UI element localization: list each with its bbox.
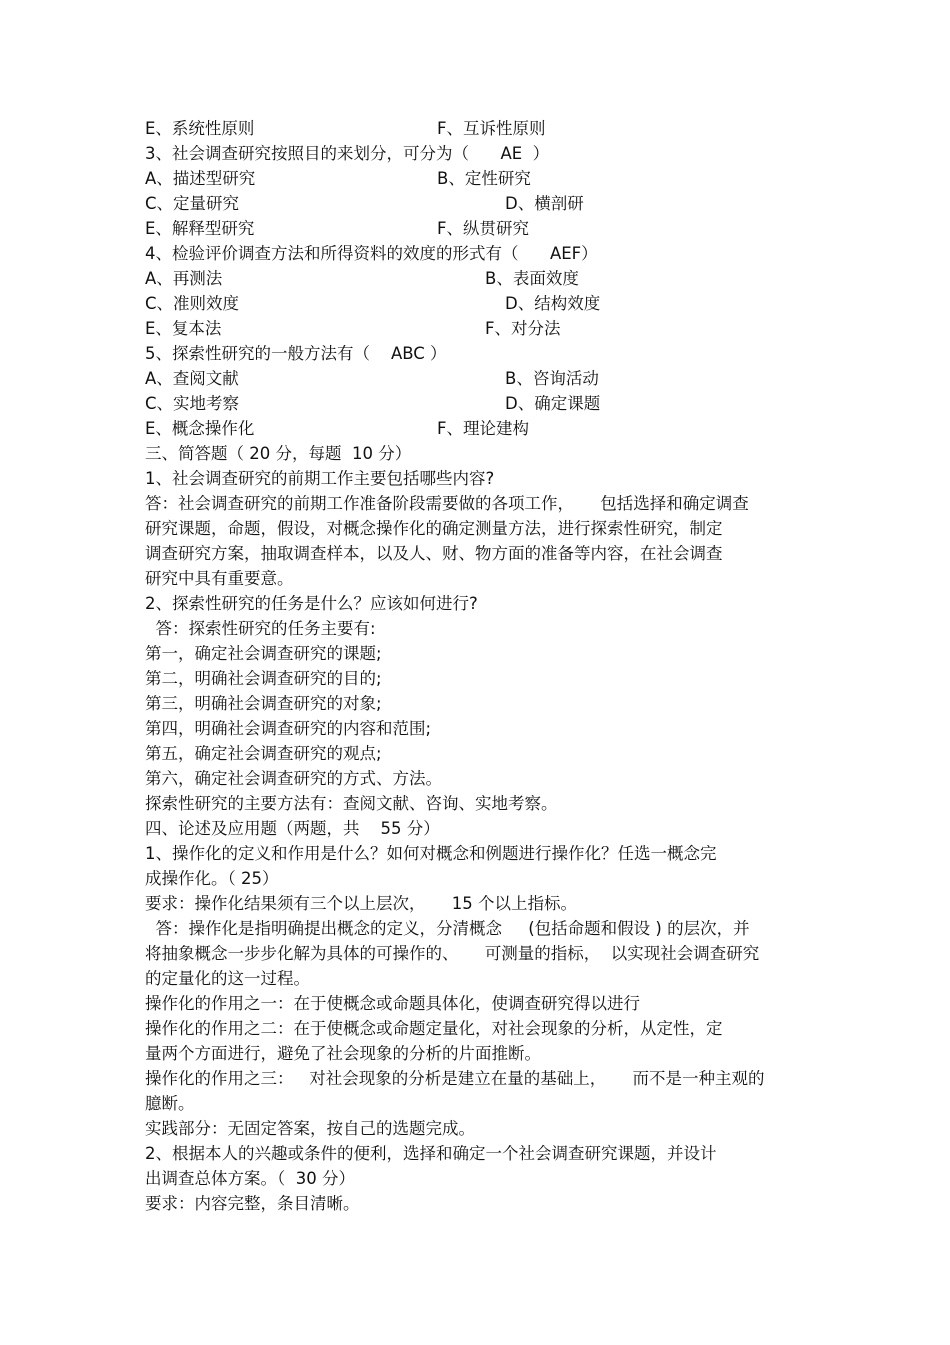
answer-line: 研究中具有重要意。 (145, 569, 294, 588)
option-d: D、确定课题 (505, 394, 601, 413)
option-f-mutual: F、互诉性原则 (437, 119, 546, 138)
option-d: D、横剖研 (505, 194, 584, 213)
answer-line: 量两个方面进行，避免了社会现象的分析的片面推断。 (145, 1044, 541, 1063)
question-3: 3、社会调查研究按照目的来划分，可分为（ AE ） (145, 144, 550, 163)
answer-line: 将抽象概念一步步化解为具体的可操作的、 可测量的指标， 以实现社会调查研究 (145, 944, 760, 963)
section-heading-short-answer: 三、简答题（ 20 分，每题 10 分） (145, 444, 412, 463)
answer-item: 第四，明确社会调查研究的内容和范围; (145, 719, 432, 738)
requirement-line: 要求：操作化结果须有三个以上层次， 15 个以上指标。 (145, 894, 577, 913)
option-a: A、再测法 (145, 269, 223, 288)
option-e-system: E、系统性原则 (145, 119, 255, 138)
option-c: C、定量研究 (145, 194, 240, 213)
answer-line: 操作化的作用之一：在于使概念或命题具体化，使调查研究得以进行 (145, 994, 640, 1013)
section-heading-essay: 四、论述及应用题（两题，共 55 分） (145, 819, 440, 838)
question-text: 出调查总体方案。（ 30 分） (145, 1169, 355, 1188)
question-text: 1、操作化的定义和作用是什么？如何对概念和例题进行操作化？任选一概念完 (145, 844, 717, 863)
answer-line: 臆断。 (145, 1094, 195, 1113)
answer-item: 第一，确定社会调查研究的课题; (145, 644, 382, 663)
question-text: 2、探索性研究的任务是什么？应该如何进行? (145, 594, 478, 613)
question-text: 2、根据本人的兴趣或条件的便利，选择和确定一个社会调查研究课题，并设计 (145, 1144, 717, 1163)
option-e: E、复本法 (145, 319, 222, 338)
option-f: F、对分法 (485, 319, 561, 338)
answer-item: 第五，确定社会调查研究的观点; (145, 744, 382, 763)
answer-line: 调查研究方案，抽取调查样本，以及人、财、物方面的准备等内容，在社会调查 (145, 544, 723, 563)
answer-line: 的定量化的这一过程。 (145, 969, 310, 988)
question-text: 1、社会调查研究的前期工作主要包括哪些内容? (145, 469, 495, 488)
answer-line: 操作化的作用之二：在于使概念或命题定量化，对社会现象的分析，从定性，定 (145, 1019, 723, 1038)
answer-line: 探索性研究的主要方法有：查阅文献、咨询、实地考察。 (145, 794, 558, 813)
answer-line: 研究课题，命题，假设，对概念操作化的确定测量方法，进行探索性研究，制定 (145, 519, 723, 538)
option-e: E、解释型研究 (145, 219, 255, 238)
option-c: C、准则效度 (145, 294, 240, 313)
option-b: B、表面效度 (485, 269, 579, 288)
answer-line: 操作化的作用之三： 对社会现象的分析是建立在量的基础上， 而不是一种主观的 (145, 1069, 765, 1088)
option-a: A、描述型研究 (145, 169, 256, 188)
requirement-line: 要求：内容完整，条目清晰。 (145, 1194, 360, 1213)
option-f: F、纵贯研究 (437, 219, 529, 238)
option-c: C、实地考察 (145, 394, 240, 413)
answer-line: 实践部分：无固定答案，按自己的选题完成。 (145, 1119, 475, 1138)
answer-line: 答：社会调查研究的前期工作准备阶段需要做的各项工作， 包括选择和确定调查 (145, 494, 749, 513)
answer-line: 答：探索性研究的任务主要有: (145, 619, 376, 638)
question-5: 5、探索性研究的一般方法有（ ABC ） (145, 344, 447, 363)
answer-line: 答：操作化是指明确提出概念的定义，分清概念 (包括命题和假设 ) 的层次，并 (145, 919, 750, 938)
answer-item: 第三，明确社会调查研究的对象; (145, 694, 382, 713)
option-e: E、概念操作化 (145, 419, 255, 438)
option-b: B、定性研究 (437, 169, 531, 188)
option-b: B、咨询活动 (505, 369, 599, 388)
option-d: D、结构效度 (505, 294, 601, 313)
question-text: 成操作化。（ 25） (145, 869, 279, 888)
option-f: F、理论建构 (437, 419, 529, 438)
option-a: A、查阅文献 (145, 369, 239, 388)
answer-item: 第二，明确社会调查研究的目的; (145, 669, 382, 688)
answer-item: 第六，确定社会调查研究的方式、方法。 (145, 769, 442, 788)
question-4: 4、检验评价调查方法和所得资料的效度的形式有（ AEF） (145, 244, 598, 263)
